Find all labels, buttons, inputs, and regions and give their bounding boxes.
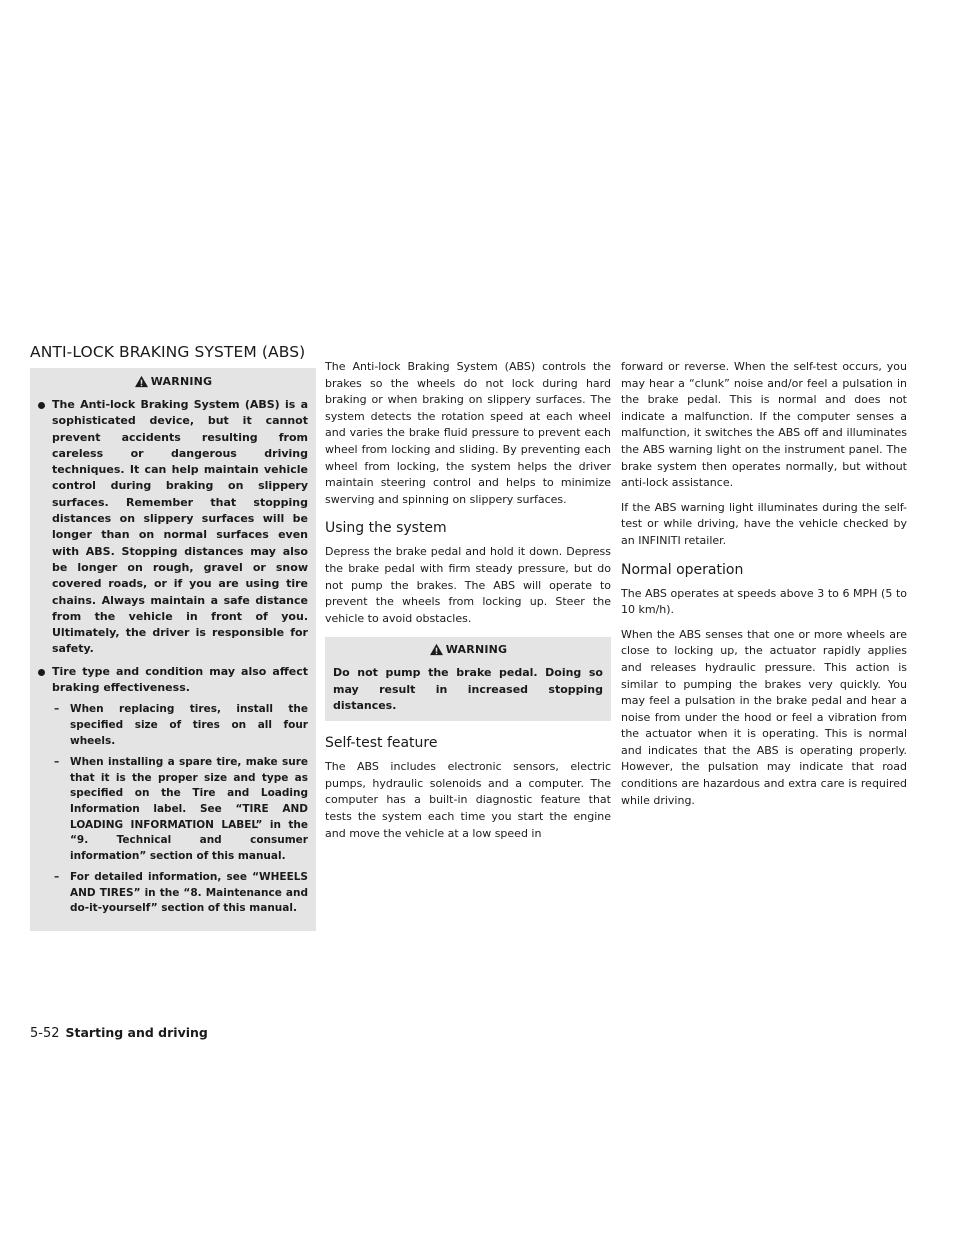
warning-header [38,374,308,388]
warning-box-pump [325,637,611,721]
warning-sub-list [52,702,308,917]
selftest-warning-light-paragraph: If the ABS warning light illuminates during the self-test or while driving, have the vehicle checked by an INFINITI retailer. [621,500,907,547]
warning-sub-item-text: When replacing tires, install the specified size of tires on all four wheels. [70,703,308,747]
warning-triangle-icon [429,643,444,656]
warning-sub-item-text: When installing a spare tire, make sure that it is the proper size and type as specified on the Tire and Loading Information label. See “TIRE AND LOADING INFORMATION LABEL” in the “9. Technical and consumer information” section of this manual. [70,756,308,862]
warning-sub-item [52,755,308,864]
warning-label: WARNING [150,374,213,388]
warning-item-text: The Anti-lock Braking System (ABS) is a sophisticated device, but it cannot prevent accidents resulting from careless or dangerous driving techniques. It can help maintain vehicle control during braking on slippery surfaces. Remember that stopping distances on slippery surfaces will be longer than on normal surfaces even with ABS. Stopping distances may also be longer on rough, gravel or snow covered roads, or if you are using tire chains. Always maintain a safe distance from the vehicle in front of you. Ultimately, the driver is responsible for safety. [52,398,308,656]
warning-triangle-icon [134,375,149,388]
column-right [621,359,907,817]
warning-sub-item-text: For detailed information, see “WHEELS AND TIRES” in the “8. Maintenance and do-it-yourself” section of this manual. [70,871,308,915]
chapter-title: Starting and driving [65,1025,208,1040]
warning-label: WARNING [445,642,508,656]
page-footer [30,1025,208,1041]
dash-icon: – [54,703,60,716]
warning-item [38,397,308,658]
warning-header [333,642,603,656]
warning-text: Do not pump the brake pedal. Doing so may result in increased stopping distances. [333,666,603,712]
bullet-icon [38,402,45,409]
dash-icon: – [54,756,60,769]
warning-sub-item [52,702,308,749]
heading-normal-operation: Normal operation [621,561,744,578]
intro-paragraph: The Anti-lock Braking System (ABS) controls the brakes so the wheels do not lock during hard braking or when braking on slippery surfaces. The system detects the rotation speed at each wheel and varies the brake fluid pressure to prevent each wheel from locking and sliding. By preventing each wheel from locking, the system helps the driver maintain steering control and helps to minimize swerving and spinning on slippery surfaces. [325,360,611,506]
heading-using-system: Using the system [325,520,447,537]
warning-item [38,664,308,917]
column-middle [325,359,611,850]
selftest-paragraph: The ABS includes electronic sensors, electric pumps, hydraulic solenoids and a computer. The computer has a built-in diagnostic feature that tests the system each time you start the engine and move the vehicle at a low speed in [325,760,611,840]
warning-sub-item [52,870,308,917]
using-paragraph: Depress the brake pedal and hold it down. Depress the brake pedal with firm steady pressure, but do not pump the brakes. The ABS will operate to prevent the wheels from locking up. Steer the vehicle to avoid obstacles. [325,545,611,625]
normal-operation-paragraph: When the ABS senses that one or more wheels are close to locking up, the actuator rapidly applies and releases hydraulic pressure. This action is similar to pumping the brakes very quickly. You may feel a pulsation in the brake pedal and hear a noise from under the hood or feel a vibration from the actuator when it is operating. This is normal and indicates that the ABS is operating properly. However, the pulsation may indicate that road conditions are hazardous and extra care is required while driving. [621,627,907,807]
bullet-icon [38,669,45,676]
warning-list [38,397,308,917]
selftest-paragraph-cont: forward or reverse. When the self-test occurs, you may hear a “clunk” noise and/or feel a pulsation in the brake pedal. This is normal and does not indicate a malfunction. If the computer senses a malfunction, it switches the ABS off and illuminates the ABS warning light on the instrument panel. The brake system then operates normally, but without anti-lock assistance. [621,360,907,490]
column-left [30,368,316,931]
dash-icon: – [54,871,60,884]
section-title: ANTI-LOCK BRAKING SYSTEM (ABS) [30,343,306,361]
page-number: 5-52 [30,1026,60,1041]
warning-item-text: Tire type and condition may also affect braking effectiveness. [52,664,308,695]
heading-self-test: Self-test feature [325,735,438,752]
normal-speed-paragraph: The ABS operates at speeds above 3 to 6 MPH (5 to 10 km/h). [621,586,907,617]
warning-box-abs [30,368,316,931]
